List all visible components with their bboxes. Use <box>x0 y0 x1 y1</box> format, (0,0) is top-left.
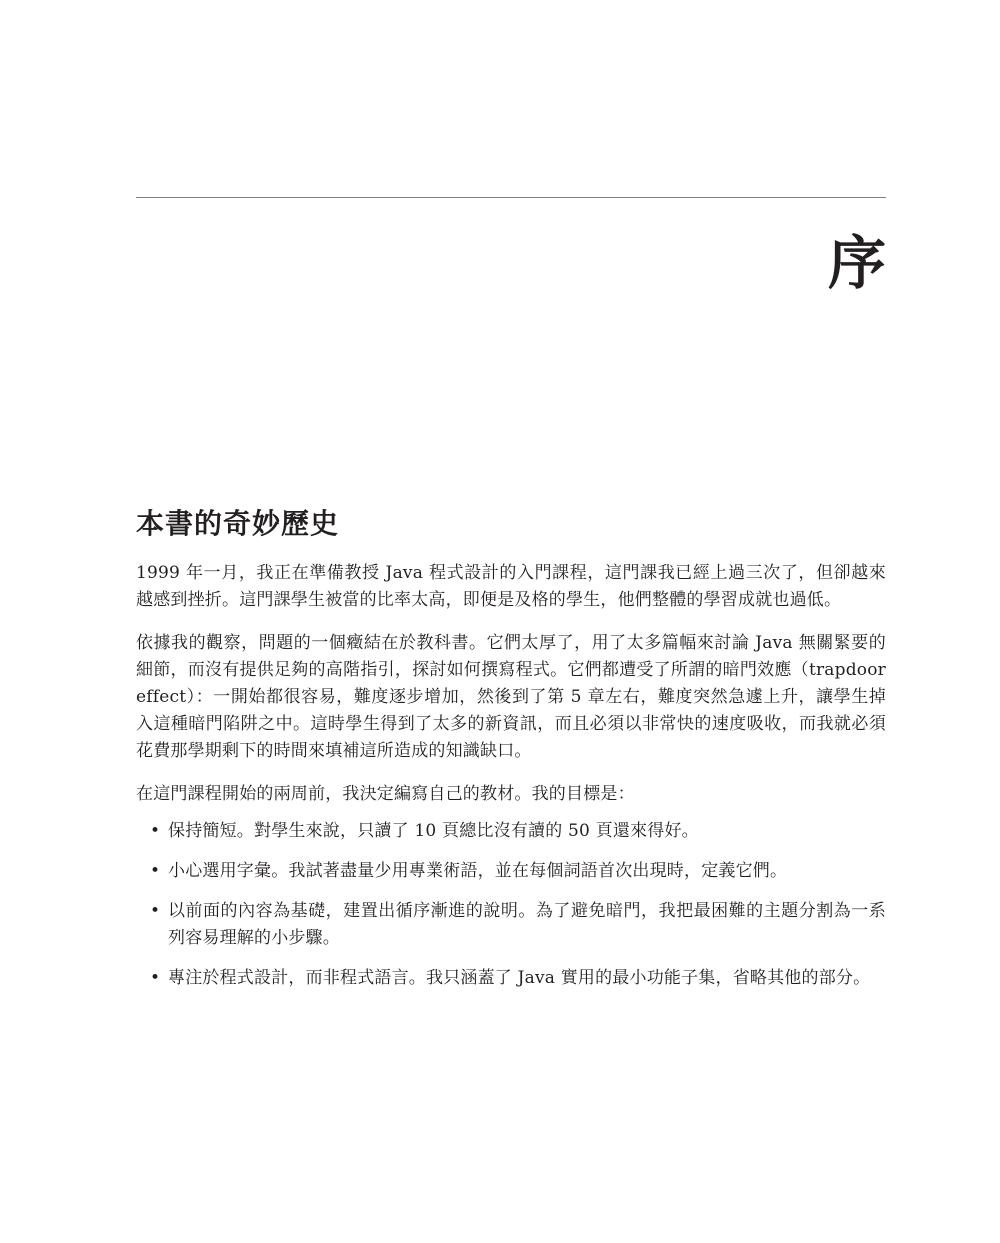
list-item-text: 專注於程式設計，而非程式語言。我只涵蓋了 Java 實用的最小功能子集，省略其他的部分。 <box>168 968 871 988</box>
list-item-text: 保持簡短。對學生來說，只讀了 10 頁總比沒有讀的 50 頁還來得好。 <box>168 821 699 841</box>
bullet-icon: • <box>150 861 161 881</box>
goal-list <box>136 818 886 992</box>
paragraph: 依據我的觀察，問題的一個癥結在於教科書。它們太厚了，用了太多篇幅來討論 Java 無關緊要的細節，而沒有提供足夠的高階指引，探討如何撰寫程式。它們都遭受了所謂的暗門效應（trapdoor effect）：一開始都很容易，難度逐步增加，然後到了第 5 章左右，難度突然急遽上升，讓學生掉入這種暗門陷阱之中。這時學生得到了太多的新資訊，而且必須以非常快的速度吸收，而我就必須花費那學期剩下的時間來填補這所造成的知識缺口。 <box>136 633 886 761</box>
bullet-icon: • <box>150 901 161 921</box>
list-item <box>136 965 886 992</box>
bullet-icon: • <box>150 968 161 988</box>
list-item-text: 小心選用字彙。我試著盡量少用專業術語，並在每個詞語首次出現時，定義它們。 <box>168 861 788 881</box>
paragraph: 在這門課程開始的兩周前，我決定編寫自己的教材。我的目標是： <box>136 784 635 804</box>
list-item <box>136 858 886 885</box>
list-item <box>136 818 886 845</box>
bullet-icon: • <box>150 821 161 841</box>
section-heading: 本書的奇妙歷史 <box>136 507 340 540</box>
list-item-text: 以前面的內容為基礎，建置出循序漸進的說明。為了避免暗門，我把最困難的主題分割為一系列容易理解的小步驟。 <box>168 901 886 948</box>
list-item <box>136 898 886 952</box>
body-text <box>136 560 886 1005</box>
paragraph: 1999 年一月，我正在準備教授 Java 程式設計的入門課程，這門課我已經上過三次了，但卻越來越感到挫折。這門課學生被當的比率太高，即便是及格的學生，他們整體的學習成就也過低。 <box>136 563 886 610</box>
chapter-rule <box>136 197 886 198</box>
chapter-title: 序 <box>827 229 886 297</box>
